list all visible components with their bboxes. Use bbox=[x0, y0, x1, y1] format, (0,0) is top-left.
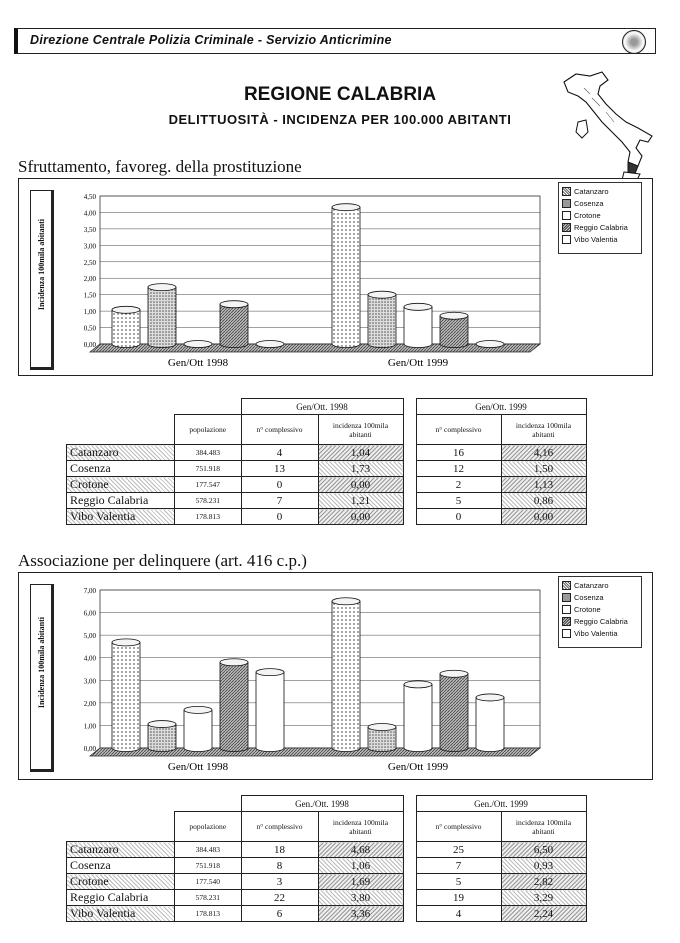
table-2-period-1999: Gen./Ott. 1999 bbox=[416, 796, 586, 812]
table-cell: Cosenza bbox=[67, 461, 175, 477]
y-tick-label: 1,00 bbox=[83, 722, 96, 731]
table-cell: 3 bbox=[241, 874, 318, 890]
bar-vibo-valentia-0 bbox=[256, 341, 284, 348]
bar-cosenza-0 bbox=[148, 721, 176, 752]
bar-cosenza-1 bbox=[368, 724, 396, 752]
legend-item-reggio-calabria bbox=[562, 221, 638, 233]
bar-reggio-calabria-1 bbox=[440, 670, 468, 751]
y-tick-label: 2,50 bbox=[83, 258, 96, 267]
table-cell: 5 bbox=[416, 874, 501, 890]
table-row bbox=[67, 461, 587, 477]
table-cell: 1,50 bbox=[501, 461, 586, 477]
legend-label: Reggio Calabria bbox=[574, 222, 628, 232]
table-cell: 19 bbox=[416, 890, 501, 906]
bar-vibo-valentia-1 bbox=[476, 694, 504, 752]
legend-item-cosenza bbox=[562, 197, 638, 209]
table-cell: 0 bbox=[241, 477, 318, 493]
bar-catanzaro-0 bbox=[112, 639, 140, 752]
legend-item-reggio-calabria bbox=[562, 615, 638, 627]
bar-vibo-valentia-1 bbox=[476, 341, 504, 348]
chart-1 bbox=[60, 184, 560, 374]
table-cell: Crotone bbox=[67, 874, 175, 890]
table-cell: 1,04 bbox=[318, 445, 403, 461]
table-row bbox=[67, 477, 587, 493]
legend-label: Crotone bbox=[574, 604, 601, 614]
y-axis-label-box-2 bbox=[30, 584, 54, 772]
y-axis-label-box-1 bbox=[30, 190, 54, 370]
table-cell: Catanzaro bbox=[67, 842, 175, 858]
y-tick-label: 4,00 bbox=[83, 654, 96, 663]
legend-label: Cosenza bbox=[574, 198, 604, 208]
y-axis-label-1: Incidenza 100mila abitanti bbox=[37, 219, 46, 311]
bar-reggio-calabria-1 bbox=[440, 312, 468, 347]
table-row bbox=[67, 906, 587, 922]
table-cell: 0,00 bbox=[318, 477, 403, 493]
table-cell: Crotone bbox=[67, 477, 175, 493]
legend-swatch bbox=[562, 211, 571, 220]
table-cell: 4 bbox=[241, 445, 318, 461]
legend-1 bbox=[558, 182, 642, 254]
table-2-col-count-99: n° complessivo bbox=[416, 812, 501, 842]
legend-label: Vibo Valentia bbox=[574, 628, 618, 638]
y-tick-label: 2,00 bbox=[83, 699, 96, 708]
legend-label: Reggio Calabria bbox=[574, 616, 628, 626]
table-cell: 18 bbox=[241, 842, 318, 858]
table-cell: 8 bbox=[241, 858, 318, 874]
table-1-col-inc-99: incidenza 100mila abitanti bbox=[501, 415, 586, 445]
legend-item-crotone bbox=[562, 603, 638, 615]
bar-crotone-1 bbox=[404, 681, 432, 752]
table-cell: 6 bbox=[241, 906, 318, 922]
legend-item-catanzaro bbox=[562, 185, 638, 197]
table-cell: 25 bbox=[416, 842, 501, 858]
table-1-col-pop: popolazione bbox=[175, 415, 242, 445]
y-axis-label-2: Incidenza 100mila abitanti bbox=[37, 617, 46, 709]
table-cell: 0 bbox=[416, 509, 501, 525]
table-cell: 5 bbox=[416, 493, 501, 509]
legend-swatch bbox=[562, 235, 571, 244]
table-cell: 177.540 bbox=[175, 874, 242, 890]
page-title: REGIONE CALABRIA bbox=[243, 84, 437, 105]
table-1 bbox=[66, 398, 587, 525]
table-cell: Cosenza bbox=[67, 858, 175, 874]
table-cell: 1,06 bbox=[318, 858, 403, 874]
bar-cosenza-0 bbox=[148, 284, 176, 348]
legend-label: Crotone bbox=[574, 210, 601, 220]
table-row bbox=[67, 858, 587, 874]
x-category-label: Gen/Ott 1998 bbox=[167, 357, 229, 369]
legend-item-cosenza bbox=[562, 591, 638, 603]
legend-item-catanzaro bbox=[562, 579, 638, 591]
y-tick-label: 0,50 bbox=[83, 324, 96, 333]
y-tick-label: 2,00 bbox=[83, 275, 96, 284]
legend-swatch bbox=[562, 581, 571, 590]
section-title-2: Associazione per delinquere (art. 416 c.p.) bbox=[18, 551, 307, 570]
legend-item-crotone bbox=[562, 209, 638, 221]
table-cell: 0 bbox=[241, 509, 318, 525]
table-cell: 1,21 bbox=[318, 493, 403, 509]
legend-2 bbox=[558, 576, 642, 648]
y-tick-label: 4,50 bbox=[83, 193, 96, 201]
table-1-wrap bbox=[66, 398, 587, 525]
legend-label: Vibo Valentia bbox=[574, 234, 618, 244]
bar-reggio-calabria-0 bbox=[220, 659, 248, 752]
legend-label: Cosenza bbox=[574, 592, 604, 602]
y-tick-label: 4,00 bbox=[83, 209, 96, 218]
table-cell: 751.918 bbox=[175, 858, 242, 874]
table-2-col-count-98: n° complessivo bbox=[241, 812, 318, 842]
table-cell: 1,73 bbox=[318, 461, 403, 477]
table-cell: 7 bbox=[416, 858, 501, 874]
legend-item-vibo-valentia bbox=[562, 233, 638, 245]
bar-reggio-calabria-0 bbox=[220, 301, 248, 348]
table-1-col-count-98: n° complessivo bbox=[241, 415, 318, 445]
y-tick-label: 3,00 bbox=[83, 242, 96, 251]
table-cell: Reggio Calabria bbox=[67, 890, 175, 906]
table-cell: 751.918 bbox=[175, 461, 242, 477]
table-cell: Reggio Calabria bbox=[67, 493, 175, 509]
table-cell: 177.547 bbox=[175, 477, 242, 493]
bar-vibo-valentia-0 bbox=[256, 669, 284, 752]
x-category-label: Gen/Ott 1999 bbox=[387, 761, 449, 773]
x-category-label: Gen/Ott 1999 bbox=[387, 357, 449, 369]
table-2 bbox=[66, 795, 587, 922]
legend-item-vibo-valentia bbox=[562, 627, 638, 639]
legend-label: Catanzaro bbox=[574, 186, 609, 196]
y-tick-label: 7,00 bbox=[83, 587, 96, 595]
table-cell: 0,00 bbox=[318, 509, 403, 525]
italy-map-icon bbox=[556, 66, 666, 184]
y-tick-label: 6,00 bbox=[83, 609, 96, 618]
bar-catanzaro-1 bbox=[332, 598, 360, 752]
table-row bbox=[67, 842, 587, 858]
page-subtitle: DELITTUOSITÀ - INCIDENZA PER 100.000 ABITANTI bbox=[168, 112, 512, 127]
table-cell: 4 bbox=[416, 906, 501, 922]
table-cell: 384.483 bbox=[175, 445, 242, 461]
legend-swatch bbox=[562, 223, 571, 232]
emblem-icon bbox=[622, 30, 646, 54]
table-1-period-1999: Gen/Ott. 1999 bbox=[416, 399, 586, 415]
y-tick-label: 0,00 bbox=[83, 341, 96, 349]
table-2-col-pop: popolazione bbox=[175, 812, 242, 842]
bar-catanzaro-1 bbox=[332, 204, 360, 348]
table-cell: 2,24 bbox=[501, 906, 586, 922]
table-cell: 3,80 bbox=[318, 890, 403, 906]
table-cell: 4,68 bbox=[318, 842, 403, 858]
table-cell: 13 bbox=[241, 461, 318, 477]
table-row bbox=[67, 445, 587, 461]
table-2-col-inc-98: incidenza 100mila abitanti bbox=[318, 812, 403, 842]
table-cell: 4,16 bbox=[501, 445, 586, 461]
legend-swatch bbox=[562, 187, 571, 196]
table-cell: 0,93 bbox=[501, 858, 586, 874]
legend-swatch bbox=[562, 605, 571, 614]
table-cell: 178.813 bbox=[175, 509, 242, 525]
table-1-col-count-99: n° complessivo bbox=[416, 415, 501, 445]
legend-swatch bbox=[562, 199, 571, 208]
header-title: Direzione Centrale Polizia Criminale - Servizio Anticrimine bbox=[30, 33, 392, 47]
y-tick-label: 1,50 bbox=[83, 291, 96, 300]
table-cell: Vibo Valentia bbox=[67, 509, 175, 525]
table-cell: 3,36 bbox=[318, 906, 403, 922]
bar-crotone-0 bbox=[184, 341, 212, 348]
section-title-1: Sfruttamento, favoreg. della prostituzione bbox=[18, 157, 302, 176]
legend-swatch bbox=[562, 617, 571, 626]
legend-label: Catanzaro bbox=[574, 580, 609, 590]
table-1-period-1998: Gen/Ott. 1998 bbox=[241, 399, 403, 415]
table-cell: Catanzaro bbox=[67, 445, 175, 461]
table-1-col-inc-98: incidenza 100mila abitanti bbox=[318, 415, 403, 445]
table-cell: 2,82 bbox=[501, 874, 586, 890]
table-cell: 578.231 bbox=[175, 493, 242, 509]
table-cell: Vibo Valentia bbox=[67, 906, 175, 922]
table-2-wrap bbox=[66, 795, 587, 922]
table-row bbox=[67, 890, 587, 906]
table-cell: 16 bbox=[416, 445, 501, 461]
table-2-period-1998: Gen./Ott. 1998 bbox=[241, 796, 403, 812]
table-cell: 0,00 bbox=[501, 509, 586, 525]
legend-swatch bbox=[562, 593, 571, 602]
bar-crotone-1 bbox=[404, 303, 432, 347]
table-cell: 2 bbox=[416, 477, 501, 493]
x-category-label: Gen/Ott 1998 bbox=[167, 761, 229, 773]
table-cell: 7 bbox=[241, 493, 318, 509]
table-cell: 1,69 bbox=[318, 874, 403, 890]
table-2-col-inc-99: incidenza 100mila abitanti bbox=[501, 812, 586, 842]
table-cell: 0,86 bbox=[501, 493, 586, 509]
table-cell: 1,13 bbox=[501, 477, 586, 493]
table-row bbox=[67, 493, 587, 509]
table-cell: 12 bbox=[416, 461, 501, 477]
table-cell: 22 bbox=[241, 890, 318, 906]
y-tick-label: 1,00 bbox=[83, 308, 96, 317]
bar-cosenza-1 bbox=[368, 291, 396, 347]
y-tick-label: 3,00 bbox=[83, 677, 96, 686]
table-cell: 6,50 bbox=[501, 842, 586, 858]
table-cell: 578.231 bbox=[175, 890, 242, 906]
table-cell: 178.813 bbox=[175, 906, 242, 922]
table-row bbox=[67, 509, 587, 525]
table-cell: 3,29 bbox=[501, 890, 586, 906]
bar-catanzaro-0 bbox=[112, 306, 140, 347]
legend-swatch bbox=[562, 629, 571, 638]
y-tick-label: 3,50 bbox=[83, 225, 96, 234]
y-tick-label: 5,00 bbox=[83, 632, 96, 641]
table-row bbox=[67, 874, 587, 890]
y-tick-label: 0,00 bbox=[83, 745, 96, 753]
table-cell: 384.483 bbox=[175, 842, 242, 858]
bar-crotone-0 bbox=[184, 706, 212, 751]
chart-2 bbox=[60, 578, 560, 778]
